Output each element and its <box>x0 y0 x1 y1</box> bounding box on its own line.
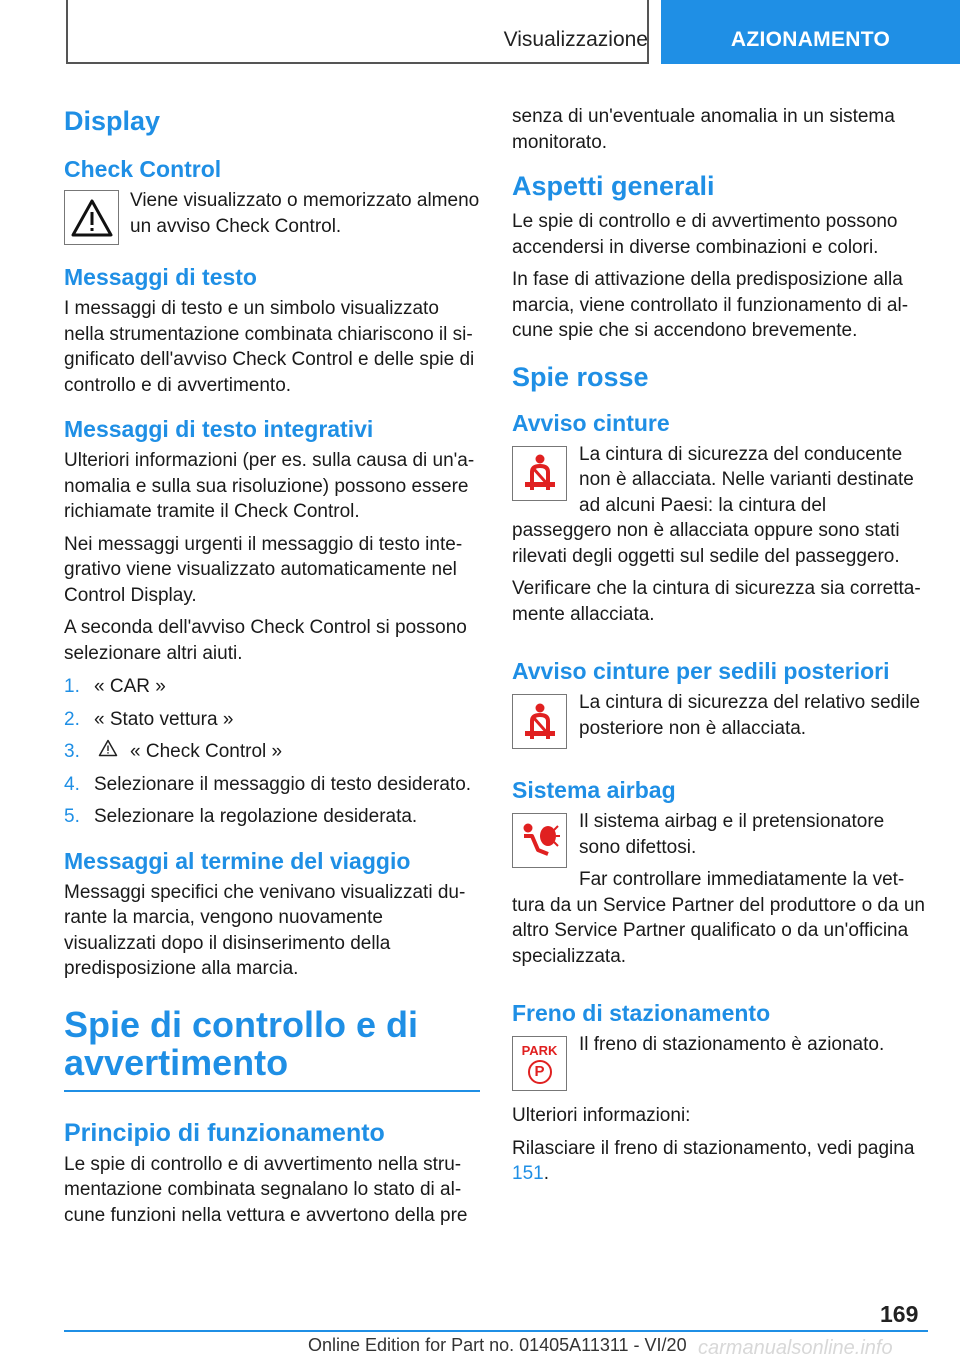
posteriori-text: La cintura di sicurezza del relativo sedile posteriore non è allacciata. <box>579 692 921 739</box>
termine-heading: Messaggi al termine del viaggio <box>64 847 411 874</box>
right-column <box>512 104 928 1194</box>
list-item: 5. Selezionare la regolazione desiderata. <box>64 806 418 827</box>
freno-text: Il freno di stazionamento è azionato. <box>579 1034 885 1055</box>
messaggi-testo-text: I messaggi di testo e un simbolo visualizzato nella strumentazione combinata chiariscono il significato dell'avviso Check Control e delle spie di controllo e di avvertimento. <box>64 298 475 396</box>
integrativi-heading: Messaggi di testo integrativi <box>64 416 374 442</box>
park-p-circle: P <box>528 1060 552 1084</box>
termine-text: Messaggi specifici che venivano visualizzati durante la marcia, vengono nuovamente visualizzati dopo il disinserimento della predisposizione alla marcia. <box>64 881 466 979</box>
small-warning-icon <box>98 739 120 765</box>
messaggi-testo-heading: Messaggi di testo <box>64 264 257 290</box>
principio-heading: Principio di funzionamento <box>64 1118 385 1147</box>
header-chapter-tab: AZIONAMENTO <box>661 0 960 64</box>
page-link-151[interactable]: 151 <box>512 1163 544 1184</box>
ulteriori-text: Ulteriori informazioni: <box>512 1105 691 1126</box>
list-item: 3. « Check Control » <box>64 739 480 765</box>
left-column <box>64 96 480 1235</box>
continuation-text: senza di un'eventuale anomalia in un sistema monitorato. <box>512 106 895 153</box>
freno-heading: Freno di stazionamento <box>512 1000 771 1026</box>
aspetti-p2: In fase di attivazione della predisposizione alla marcia, viene controllato il funzionamento di alcune spie che si accendono brevemente. <box>512 269 909 341</box>
airbag-icon <box>512 813 567 868</box>
footer-divider <box>64 1330 928 1332</box>
rilasciare-text: Rilasciare il freno di stazionamento, vedi pagina 151. <box>512 1137 915 1184</box>
list-item: 1. « CAR » <box>64 676 166 697</box>
airbag-heading: Sistema airbag <box>512 777 676 803</box>
check-control-note <box>64 188 480 246</box>
integrativi-p2: Nei messaggi urgenti il messaggio di testo integrativo viene visualizzato automaticamente nel Control Display. <box>64 533 463 606</box>
cinture-heading: Avviso cinture <box>512 409 670 436</box>
park-brake-icon <box>512 1036 567 1091</box>
spie-heading: Spie di controllo e di avvertimento <box>64 1006 480 1092</box>
header-section-title: Visualizzazione <box>503 28 648 51</box>
aspetti-heading: Aspetti generali <box>512 171 715 201</box>
airbag-p2: Far controllare immediatamente la vettura da un Service Partner del produttore o da un altro Service Partner qualificato o da un'officina specializzata. <box>512 869 925 967</box>
list-item: 2. « Stato vettura » <box>64 708 234 730</box>
park-label: PARK <box>521 1042 558 1058</box>
page-number: 169 <box>880 1301 919 1327</box>
integrativi-p3: A seconda dell'avviso Check Control si possono selezionare altri aiuti. <box>64 617 467 664</box>
cinture-p1: La cintura di sicurezza del conducente non è allacciata. Nelle varianti destinate ad alcuni Paesi: la cintura del passeggero non è allacciata oppure sono stati rilevati degli oggetti sul sedile del passeggero. <box>512 443 914 567</box>
aspetti-p1: Le spie di controllo e di avvertimento possono accendersi in diverse combinazioni e colori. <box>512 211 898 258</box>
check-control-heading: Check Control <box>64 156 222 182</box>
posteriori-heading: Avviso cinture per sedili posteriori <box>512 658 890 684</box>
principio-text: Le spie di controllo e di avvertimento nella strumentazione combinata segnalano lo stato di alcune funzioni nella vettura e avvertono della pre <box>64 1153 468 1226</box>
integrativi-p1: Ulteriori informazioni (per es. sulla causa di un'anomalia e sulla sua risoluzione) possono essere richiamate tramite il Check Control. <box>64 450 475 522</box>
steps-list <box>64 674 480 830</box>
airbag-p1: Il sistema airbag e il pretensionatore sono difettosi. <box>579 811 885 858</box>
seatbelt-icon <box>512 446 567 501</box>
warning-triangle-icon <box>64 190 119 245</box>
list-item: 4. Selezionare il messaggio di testo desiderato. <box>64 773 472 795</box>
rear-seatbelt-icon <box>512 694 567 749</box>
check-control-text: Viene visualizzato o memorizzato almeno un avviso Check Control. <box>130 190 480 237</box>
spie-rosse-heading: Spie rosse <box>512 361 649 392</box>
display-heading: Display <box>64 106 161 136</box>
footer-edition: Online Edition for Part no. 01405A11311 - VI/20 <box>308 1335 687 1355</box>
cinture-p2: Verificare che la cintura di sicurezza sia correttamente allacciata. <box>512 578 921 625</box>
watermark: carmanualsonline.info <box>698 1337 893 1359</box>
